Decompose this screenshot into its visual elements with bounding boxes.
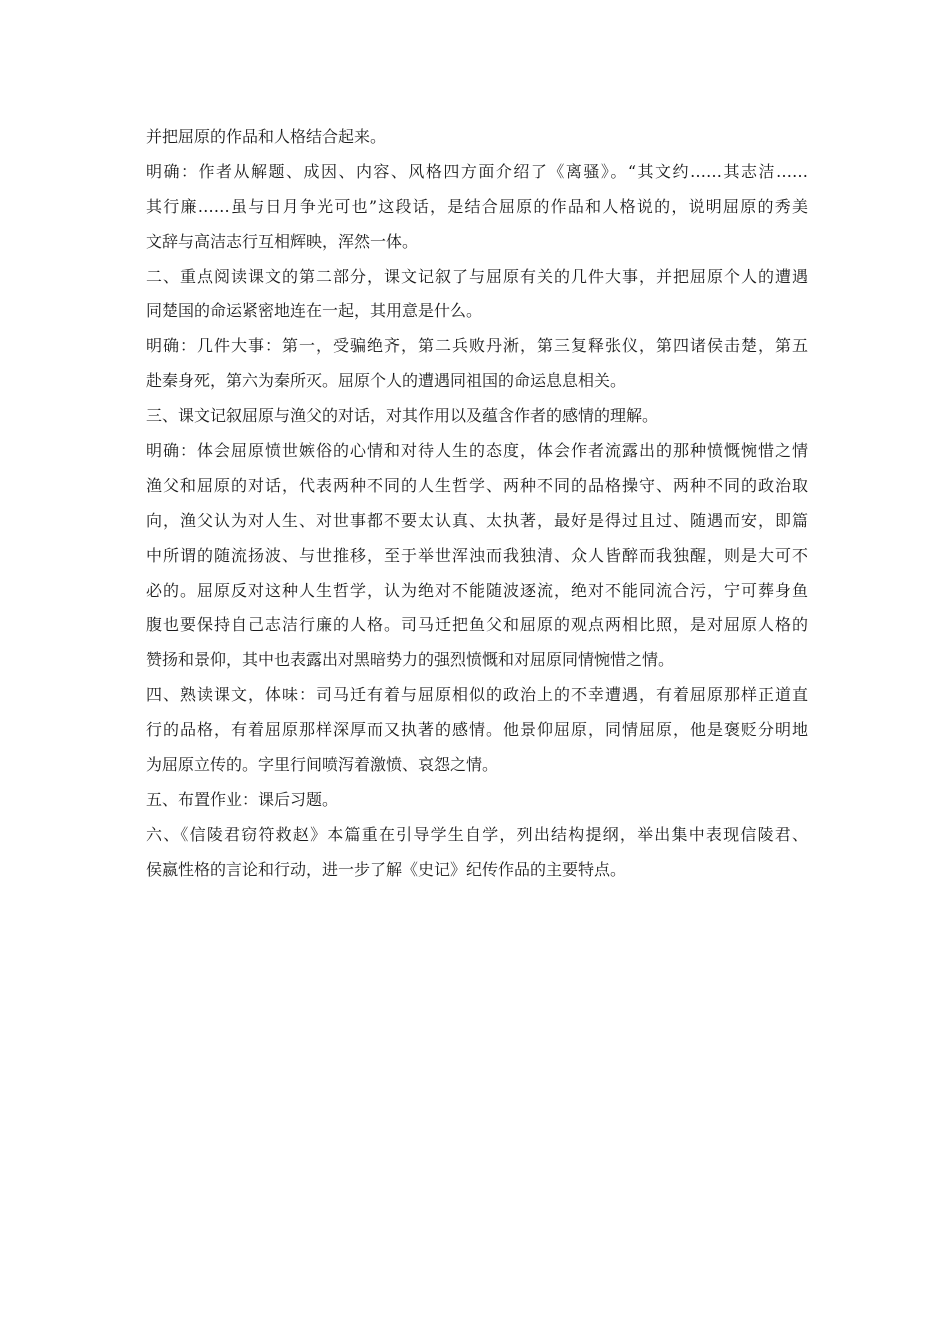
text-line: 明确：几件大事：第一，受骗绝齐，第二兵败丹淅，第三复释张仪，第四诸侯击楚，第五 (146, 336, 808, 356)
text-line: 六、《信陵君窃符救赵》本篇重在引导学生自学，列出结构提纲，举出集中表现信陵君、 (146, 824, 808, 844)
text-line: 四、熟读课文，体味：司马迁有着与屈原相似的政治上的不幸遭遇，有着屈原那样正道直 (146, 685, 808, 705)
text-line: 为屈原立传的。字里行间喷泻着激愤、哀怨之情。 (146, 755, 499, 775)
text-line: 三、课文记叙屈原与渔父的对话，对其作用以及蕴含作者的感情的理解。 (146, 406, 659, 426)
text-line: 行的品格，有着屈原那样深厚而又执著的感情。他景仰屈原，同情屈原，他是褒贬分明地 (146, 720, 808, 740)
text-line: 其行廉……虽与日月争光可也”这段话，是结合屈原的作品和人格说的，说明屈原的秀美 (146, 196, 808, 216)
text-line: 文辞与高洁志行互相辉映，浑然一体。 (146, 231, 419, 251)
text-line: 渔父和屈原的对话，代表两种不同的人生哲学、两种不同的品格操守、两种不同的政治取 (146, 475, 808, 495)
text-line: 二、重点阅读课文的第二部分，课文记叙了与屈原有关的几件大事，并把屈原个人的遭遇 (146, 266, 808, 286)
text-line: 侯嬴性格的言论和行动，进一步了解《史记》纪传作品的主要特点。 (146, 859, 627, 879)
text-line: 明确：作者从解题、成因、内容、风格四方面介绍了《离骚》。“其文约……其志洁…… (146, 161, 808, 181)
text-line: 中所谓的随流扬波、与世推移，至于举世浑浊而我独清、众人皆醉而我独醒，则是大可不 (146, 545, 808, 565)
text-line: 并把屈原的作品和人格结合起来。 (146, 127, 387, 146)
text-line: 明确：体会屈原愤世嫉俗的心情和对待人生的态度，体会作者流露出的那种愤慨惋惜之情 (146, 441, 808, 461)
text-line: 必的。屈原反对这种人生哲学，认为绝对不能随波逐流，绝对不能同流合污，宁可葬身鱼 (146, 580, 808, 600)
text-line: 腹也要保持自己志洁行廉的人格。司马迁把鱼父和屈原的观点两相比照，是对屈原人格的 (146, 615, 808, 635)
text-line: 同楚国的命运紧密地连在一起，其用意是什么。 (146, 301, 483, 321)
text-line: 五、布置作业：课后习题。 (146, 789, 339, 809)
text-line: 向，渔父认为对人生、对世事都不要太认真、太执著，最好是得过且过、随遇而安，即篇 (146, 510, 808, 530)
text-line: 赞扬和景仰，其中也表露出对黑暗势力的强烈愤慨和对屈原同情惋惜之情。 (146, 650, 675, 670)
text-line: 赴秦身死，第六为秦所灭。屈原个人的遭遇同祖国的命运息息相关。 (146, 371, 627, 391)
document-body (146, 120, 808, 888)
